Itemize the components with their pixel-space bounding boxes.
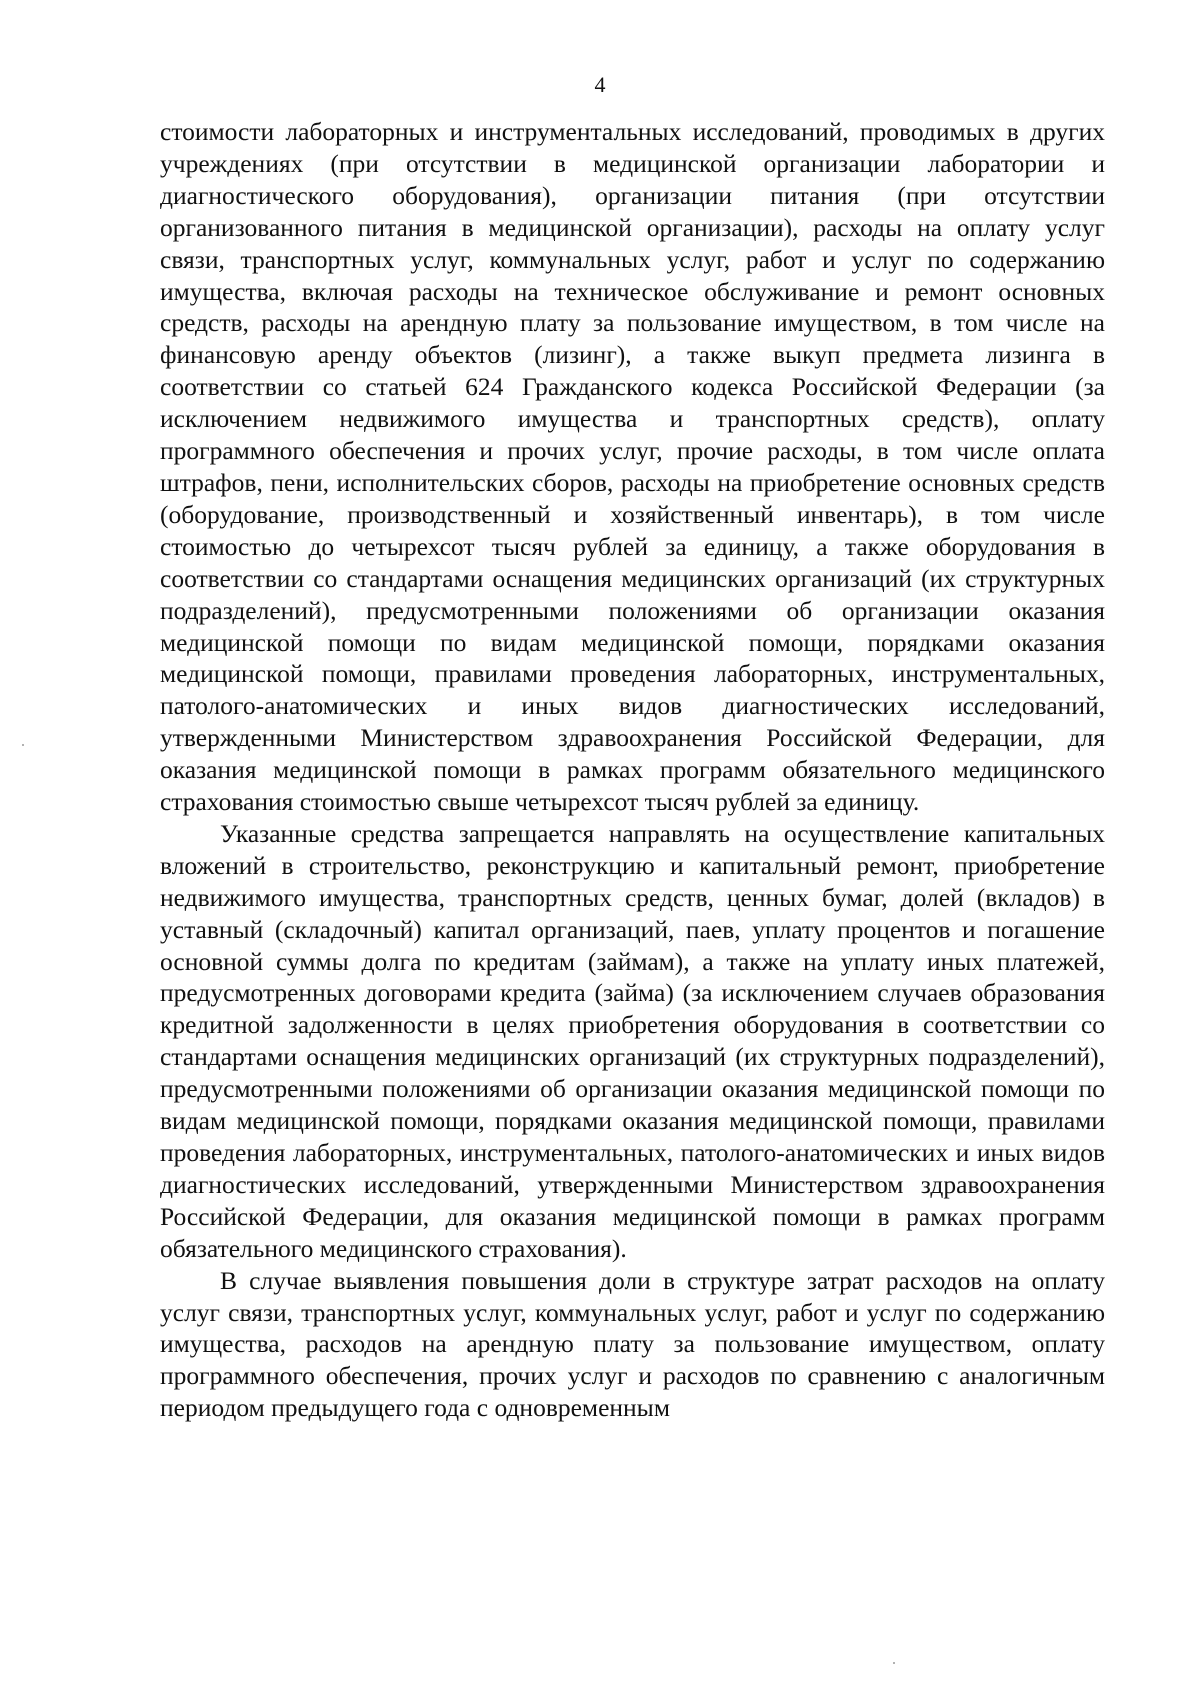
scan-speck bbox=[22, 744, 24, 746]
paragraph-cost-increase: В случае выявления повышения доли в структуре затрат расходов на оплату услуг связи, транспортных услуг, коммунальных услуг, работ и услуг по содержанию имущества, расходов на арендную плату за пользование имуществом, оплату программного обеспечения, прочих услуг и расходов по сравнению с аналогичным периодом предыдущего года с одновременным bbox=[160, 1265, 1105, 1423]
paragraph-restrictions: Указанные средства запрещается направлять на осуществление капитальных вложений в строительство, реконструкцию и капитальный ремонт, приобретение недвижимого имущества, транспортных средств, ценных бумаг, долей (вкладов) в уставный (складочный) капитал организаций, паев, уплату процентов и погашение основной суммы долга по кредитам (займам), а также на уплату иных платежей, предусмотренных договорами кредита (займа) (за исключением случаев образования кредитной задолженности в целях приобретения оборудования в соответствии со стандартами оснащения медицинских организаций (их структурных подразделений), предусмотренными положениями об организации оказания медицинской помощи по видам медицинской помощи, порядками оказания медицинской помощи, правилами проведения лабораторных, инструментальных, патолого-анатомических и иных видов диагностических исследований, утвержденными Министерством здравоохранения Российской Федерации, для оказания медицинской помощи в рамках программ обязательного медицинского страхования). bbox=[160, 818, 1105, 1263]
page-number: 4 bbox=[594, 72, 606, 97]
paragraph-continuation: стоимости лабораторных и инструментальных исследований, проводимых в других учреждениях (при отсутствии в медицинской организации лаборатории и диагностического оборудования), организации питания (при отсутствии организованного питания в медицинской организации), расходы на оплату услуг связи, транспортных услуг, коммунальных услуг, работ и услуг по содержанию имущества, включая расходы на техническое обслуживание и ремонт основных средств, расходы на арендную плату за пользование имуществом, в том числе на финансовую аренду объектов (лизинг), а также выкуп предмета лизинга в соответствии со статьей 624 Гражданского кодекса Российской Федерации (за исключением недвижимого имущества и транспортных средств), оплату программного обеспечения и прочих услуг, прочие расходы, в том числе оплата штрафов, пени, исполнительских сборов, расходы на приобретение основных средств (оборудование, производственный и хозяйственный инвентарь), в том числе стоимостью до четырехсот тысяч рублей за единицу, а также оборудования в соответствии со стандартами оснащения медицинских организаций (их структурных подразделений), предусмотренными положениями об организации оказания медицинской помощи по видам медицинской помощи, порядками оказания медицинской помощи, правилами проведения лабораторных, инструментальных, патолого-анатомических и иных видов диагностических исследований, утвержденными Министерством здравоохранения Российской Федерации, для оказания медицинской помощи в рамках программ обязательного медицинского страхования стоимостью свыше четырехсот тысяч рублей за единицу. bbox=[160, 117, 1105, 817]
scan-speck bbox=[893, 1662, 895, 1664]
document-body bbox=[160, 116, 1105, 1424]
